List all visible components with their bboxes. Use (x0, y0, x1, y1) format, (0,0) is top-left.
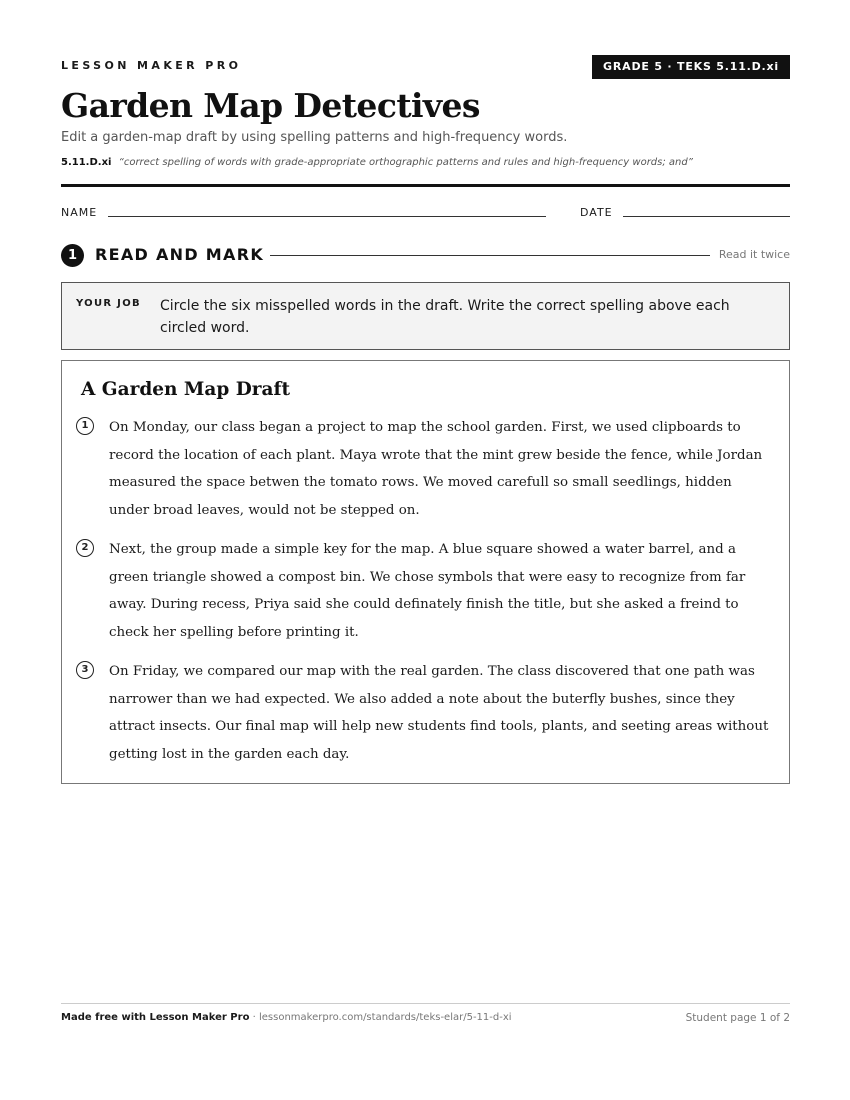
paragraph-number: 1 (76, 417, 94, 435)
instructions-label: YOUR JOB (76, 298, 141, 309)
date-label: DATE (580, 206, 613, 219)
draft-title: A Garden Map Draft (81, 379, 291, 400)
paragraph-text: On Friday, we compared our map with the real garden. The class discovered that one path was narrower than we had expected. We also added a note about the buterfly bushes, since they attract insects. Our final map will help new students find tools, plants, and seeting areas without getting lost in the garden each day. (109, 664, 769, 762)
brand-name: LESSON MAKER PRO (61, 59, 242, 72)
footer-divider (61, 1003, 790, 1004)
header-divider (61, 184, 790, 187)
name-field[interactable] (108, 216, 546, 217)
date-field[interactable] (623, 216, 790, 217)
footer-credit (61, 1012, 512, 1023)
instructions-text: Circle the six misspelled words in the draft. Write the correct spelling above each circled word. (160, 298, 730, 336)
header-row (61, 55, 790, 79)
paragraph-number: 3 (76, 661, 94, 679)
section-note: Read it twice (718, 248, 790, 261)
page-title: Garden Map Detectives (61, 86, 480, 125)
standard-quote: “correct spelling of words with grade-appropriate orthographic patterns and rules and high-frequency words; and” (118, 157, 693, 168)
section-header (61, 243, 790, 267)
name-label: NAME (61, 206, 98, 219)
section-title: READ AND MARK (95, 245, 265, 264)
paragraph-text: On Monday, our class began a project to map the school garden. First, we used clipboards to record the location of each plant. Maya wrote that the mint grew beside the fence, while Jordan measured the space betwen the tomato rows. We moved carefull so small seedlings, hidden under broad leaves, would not be stepped on. (109, 420, 763, 518)
name-date-row (61, 204, 790, 220)
section-divider (270, 255, 710, 256)
footer-url: · lessonmakerpro.com/standards/teks-elar/5-11-d-xi (249, 1012, 512, 1023)
paragraph-number: 2 (76, 539, 94, 557)
standard-line (61, 157, 693, 168)
step-number-badge: 1 (61, 244, 84, 267)
page-subtitle: Edit a garden-map draft by using spelling patterns and high-frequency words. (61, 130, 568, 145)
standard-code: 5.11.D.xi (61, 157, 112, 168)
worksheet-page (61, 0, 790, 1100)
footer-brand: Made free with Lesson Maker Pro (61, 1012, 250, 1023)
instructions-box (61, 282, 790, 350)
grade-badge: GRADE 5 · TEKS 5.11.D.xi (592, 55, 790, 79)
page-indicator: Student page 1 of 2 (685, 1012, 790, 1024)
draft-passage-box (61, 360, 790, 784)
paragraph-text: Next, the group made a simple key for the map. A blue square showed a water barrel, and a green triangle showed a compost bin. We chose symbols that were easy to recognize from far away. During recess, Priya said she could definately finish the title, but she asked a freind to check her spelling before printing it. (109, 542, 746, 640)
